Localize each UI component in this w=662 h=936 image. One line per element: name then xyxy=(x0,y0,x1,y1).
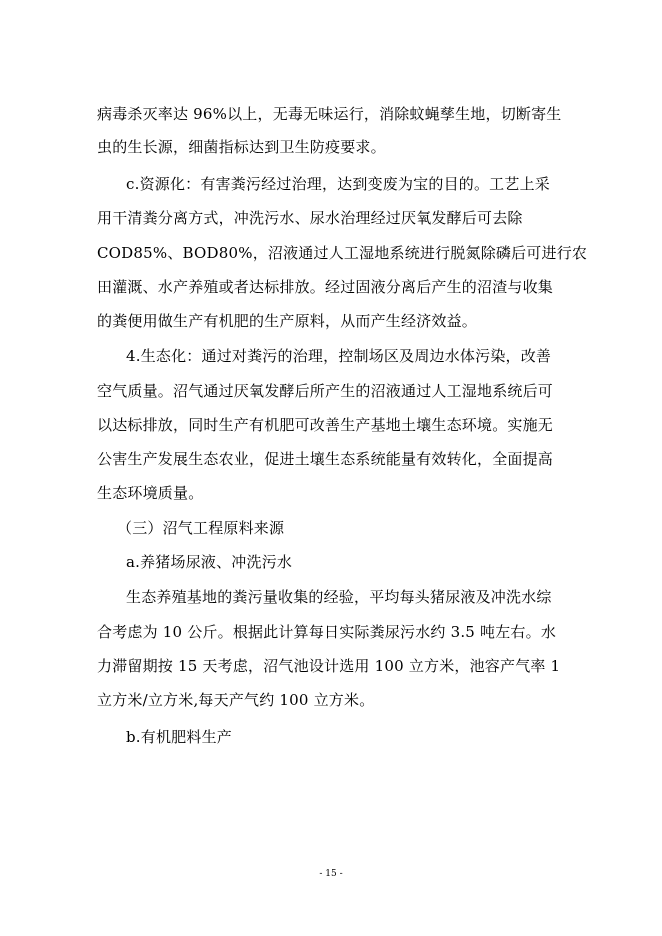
text-line: 虫的生长源，细菌指标达到卫生防疫要求。 xyxy=(97,138,386,156)
text-line: 生态养殖基地的粪污量收集的经验，平均每头猪尿液及冲洗水综 xyxy=(126,588,552,606)
subsection-heading: b.有机肥料生产 xyxy=(126,728,232,746)
text-line: 立方米/立方米,每天产气约 100 立方米。 xyxy=(97,691,375,709)
section-heading: （三）沼气工程原料来源 xyxy=(117,519,285,537)
text-line: 用干清粪分离方式，冲洗污水、尿水治理经过厌氧发酵后可去除 xyxy=(97,209,523,227)
text-line: COD85%、BOD80%，沼液通过人工湿地系统进行脱氮除磷后可进行农 xyxy=(97,244,588,262)
text-line: 的粪便用做生产有机肥的生产原料，从而产生经济效益。 xyxy=(97,312,478,330)
subsection-heading: a.养猪场尿液、冲洗污水 xyxy=(126,553,293,571)
text-line: 病毒杀灭率达 96%以上，无毒无味运行，消除蚊蝇孳生地，切断寄生 xyxy=(97,105,562,123)
text-line: c.资源化：有害粪污经过治理，达到变废为宝的目的。工艺上采 xyxy=(126,175,550,193)
text-line: 4.生态化：通过对粪污的治理，控制场区及周边水体污染，改善 xyxy=(126,347,552,365)
text-line: 田灌溉、水产养殖或者达标排放。经过固液分离后产生的沼渣与收集 xyxy=(97,278,554,296)
text-line: 公害生产发展生态农业，促进土壤生态系统能量有效转化，全面提高 xyxy=(97,450,554,468)
page-number: - 15 - xyxy=(319,869,343,879)
text-line: 生态环境质量。 xyxy=(97,484,204,502)
text-line: 合考虑为 10 公斤。根据此计算每日实际粪尿污水约 3.5 吨左右。水 xyxy=(97,623,557,641)
text-line: 空气质量。沼气通过厌氧发酵后所产生的沼液通过人工湿地系统后可 xyxy=(97,382,554,400)
text-line: 力滞留期按 15 天考虑，沼气池设计选用 100 立方米，池容产气率 1 xyxy=(97,657,561,675)
text-line: 以达标排放，同时生产有机肥可改善生产基地土壤生态环境。实施无 xyxy=(97,416,554,434)
